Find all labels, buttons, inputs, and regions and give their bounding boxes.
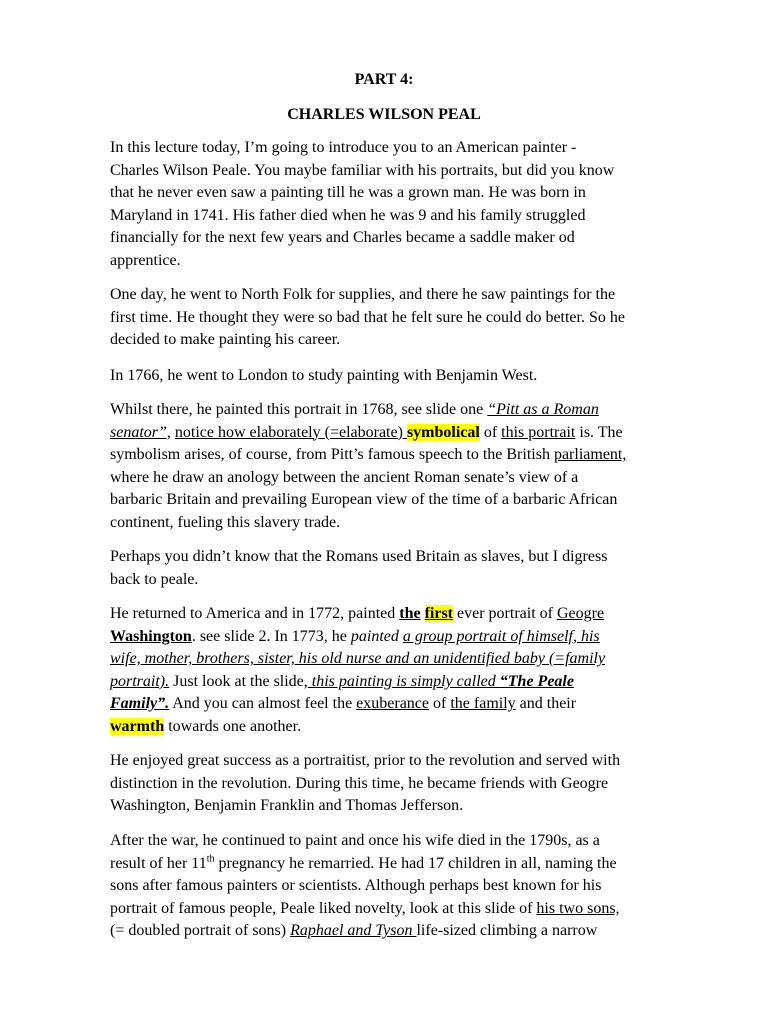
text-run: (= doubled portrait of sons) [110, 922, 291, 940]
washington-word: Washington [110, 627, 192, 645]
text-run: portrait of famous people, Peale liked novelty, look at this slide of [110, 899, 537, 917]
paragraph-pitt-portrait [110, 399, 690, 535]
text-run: of [429, 695, 451, 713]
peale-family-title-part2: Family”. [110, 695, 170, 713]
paragraph-revolution [110, 750, 690, 818]
line: In this lecture today, I’m going to introduce you to an American painter - [110, 139, 577, 156]
pitt-title-part1: “Pitt as a Roman [487, 401, 599, 418]
highlight-first: first [424, 605, 454, 622]
line: decided to make painting his career. [110, 331, 341, 349]
group-portrait-part3: portrait). [110, 672, 170, 690]
notice-phrase: notice how elaborately (=elaborate) [174, 423, 407, 441]
text-run: symbolism arises, of course, from Pitt’s famous speech to the British [110, 446, 554, 464]
highlight-warmth: warmth [110, 717, 165, 735]
pitt-title-part2: senator”, [110, 423, 171, 441]
line: where he draw an anology between the ancient Roman senate’s view of a [110, 468, 579, 486]
line: first time. He thought they were so bad that he felt sure he could do better. So he [110, 308, 625, 326]
this-portrait-phrase: this portrait [501, 423, 576, 441]
exuberance-word: exuberance [356, 695, 430, 713]
line: He enjoyed great success as a portraitist, prior to the revolution and served with [110, 752, 621, 769]
the-family-phrase: the family [450, 695, 516, 713]
line: sons after famous painters or scientists. Although perhaps best known for his [110, 877, 602, 895]
simply-called-phrase: this painting is simply called [307, 672, 500, 690]
line: Perhaps you didn’t know that the Romans used Britain as slaves, but I digress [110, 548, 608, 565]
line: In 1766, he went to London to study painting with Benjamin West. [110, 367, 538, 384]
text-run: And you can almost feel the [169, 695, 357, 713]
paragraph-intro [110, 137, 690, 273]
two-sons-phrase: his two sons, [536, 899, 620, 917]
line: Maryland in 1741. His father died when he was 9 and his family struggled [110, 206, 586, 224]
line: financially for the next few years and Charles became a saddle maker od [110, 229, 575, 247]
line: Washington, Benjamin Franklin and Thomas Jefferson. [110, 797, 464, 815]
geogre-word: Geogre [556, 605, 605, 622]
the-word: the [399, 605, 421, 622]
text-run: He returned to America and in 1772, painted [110, 605, 400, 622]
text-run [421, 605, 425, 622]
line: back to peale. [110, 570, 199, 588]
text-run: Just look at the slide, [169, 672, 308, 690]
text-run: ever portrait of [453, 605, 557, 622]
text-run: and their [515, 695, 577, 713]
raphael-tyson-phrase: Raphael and Tyson [290, 922, 417, 940]
line: barbaric Britain and prevailing European view of the time of a barbaric African [110, 491, 618, 509]
paragraph-london [110, 365, 690, 388]
peale-family-title-part1: “The Peale [499, 672, 574, 690]
text-run: Whilst there, he painted this portrait in 1768, see slide one [110, 401, 488, 418]
text-run: pregnancy he remarried. He had 17 children in all, naming the [214, 854, 617, 872]
paragraph-after-war [110, 830, 690, 943]
line: apprentice. [110, 251, 181, 269]
line: that he never even saw a painting till he was a grown man. He was born in [110, 184, 586, 202]
text-run: . see slide 2. In 1773, he [191, 627, 351, 645]
line: One day, he went to North Folk for supplies, and there he saw paintings for the [110, 286, 616, 303]
paragraph-north-folk [110, 284, 690, 352]
group-portrait-part1: a group portrait of himself, his [402, 627, 600, 645]
text-run: towards one another. [164, 717, 302, 735]
group-portrait-part2: wife, mother, brothers, sister, his old nurse and an unidentified baby (=family [110, 650, 606, 668]
painted-word: painted [350, 627, 403, 645]
text-run: life-sized climbing a narrow [416, 922, 598, 940]
paragraph-peale-family [110, 603, 690, 739]
line: distinction in the revolution. During this time, he became friends with Geogre [110, 774, 609, 792]
text-run: result of her 11 [110, 854, 207, 872]
part-heading: PART 4: [354, 71, 414, 88]
parliament-word: parliament, [553, 446, 627, 464]
text-run: of [479, 423, 502, 441]
highlight-symbolical: symbolical [406, 423, 480, 441]
line: continent, fueling this slavery trade. [110, 513, 341, 531]
lecture-title: CHARLES WILSON PEAL [287, 106, 481, 123]
superscript-th: th [206, 853, 215, 865]
text-run: is. The [575, 423, 623, 441]
line: After the war, he continued to paint and once his wife died in the 1790s, as a [110, 832, 600, 849]
line: Charles Wilson Peale. You maybe familiar with his portraits, but did you know [110, 161, 615, 179]
paragraph-digress [110, 546, 690, 591]
